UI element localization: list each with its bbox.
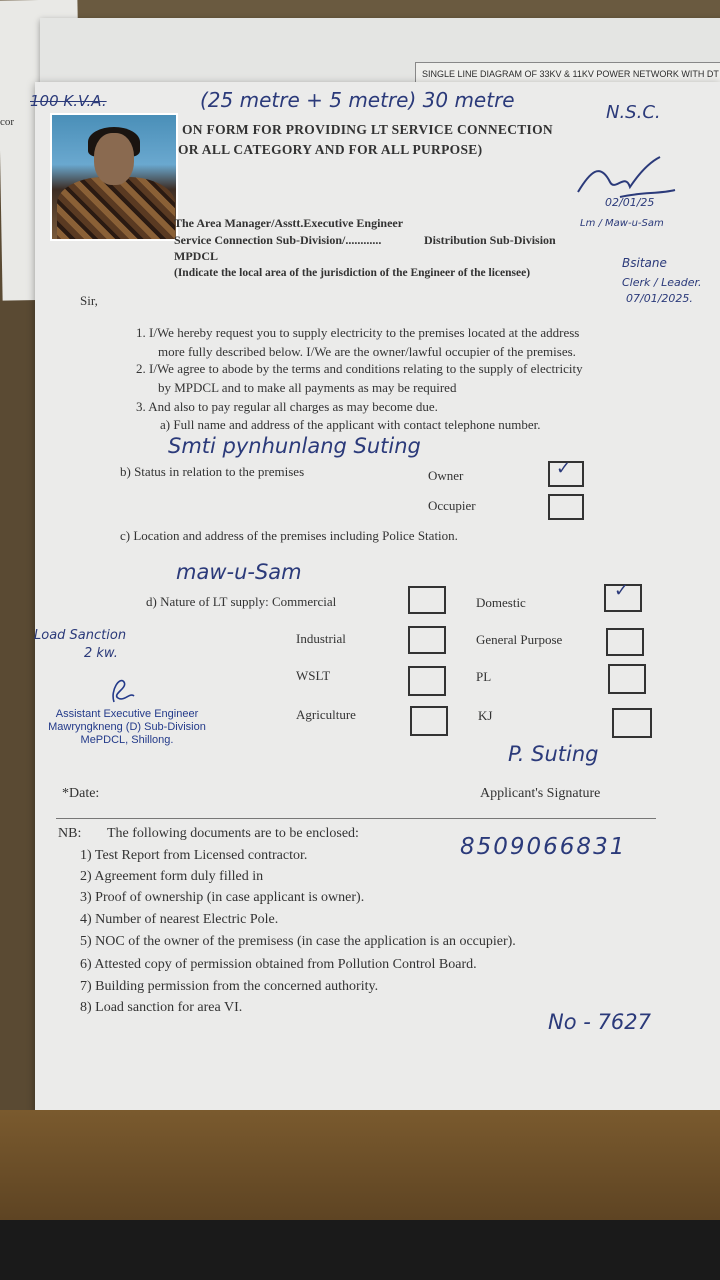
table-surface: [0, 1110, 720, 1220]
nb-item-8: 8) Load sanction for area VI.: [80, 1000, 243, 1015]
nb-item-6: 6) Attested copy of permission obtained from Pollution Control Board.: [80, 957, 477, 972]
occupier-checkbox[interactable]: [548, 494, 584, 520]
pl-checkbox[interactable]: [608, 664, 646, 694]
form-title-line1: ON FORM FOR PROVIDING LT SERVICE CONNECTION: [182, 122, 553, 137]
stamp-line3: MePDCL, Shillong.: [80, 734, 174, 746]
applicant-photo: [50, 113, 178, 241]
domestic-check-mark: ✓: [614, 580, 630, 601]
kj-checkbox[interactable]: [612, 708, 652, 738]
leader-name: Bsitane: [622, 256, 667, 270]
agriculture-label: Agriculture: [296, 707, 356, 722]
kva-note: 100 K.V.A.: [30, 92, 107, 110]
applicant-signature: P. Suting: [508, 742, 599, 766]
officer-stamp: [42, 708, 212, 747]
para1-line1: 1. I/We hereby request you to supply electricity to the premises located at the address: [136, 325, 580, 340]
stamp-line1: Assistant Executive Engineer: [55, 708, 199, 720]
para2-line2: by MPDCL and to make all payments as may be required: [158, 380, 457, 395]
file-number: No - 7627: [548, 1010, 651, 1034]
stamp-line2: Mawryngkneng (D) Sub-Division: [48, 721, 206, 733]
officer-sign-date: 02/01/25: [605, 196, 655, 209]
commercial-checkbox[interactable]: [408, 586, 446, 614]
form-title-line2: OR ALL CATEGORY AND FOR ALL PURPOSE): [178, 142, 483, 157]
agriculture-checkbox[interactable]: [410, 706, 448, 736]
industrial-checkbox[interactable]: [408, 626, 446, 654]
leader-date: 07/01/2025.: [626, 292, 693, 305]
addressee-line4: (Indicate the local area of the jurisdiction of the Engineer of the licensee): [174, 267, 531, 279]
item-b-label: b) Status in relation to the premises: [120, 464, 305, 479]
para2-line1: 2. I/We agree to abode by the terms and conditions relating to the supply of electricity: [136, 361, 583, 376]
item-d-label: d) Nature of LT supply: Commercial: [146, 594, 337, 609]
left-edge-text: cor: [0, 116, 15, 128]
nb-item-2: 2) Agreement form duly filled in: [80, 869, 264, 884]
diagram-title-strip: SINGLE LINE DIAGRAM OF 33KV & 11KV POWER NETWORK WITH DT: [415, 62, 720, 84]
nb-label: NB:: [58, 826, 82, 841]
applicant-name-field: Smti pynhunlang Suting: [168, 434, 421, 458]
stamp-signature: [100, 672, 140, 706]
industrial-label: Industrial: [296, 631, 346, 646]
kj-label: KJ: [478, 708, 493, 723]
load-sanction-note: Load Sanction: [34, 628, 127, 643]
addressee-line3: MPDCL: [174, 249, 218, 263]
owner-label: Owner: [428, 468, 464, 483]
addressee-line2a: Service Connection Sub-Division/............: [174, 233, 382, 247]
para1-line2: more fully described below. I/We are the owner/lawful occupier of the premises.: [158, 344, 576, 359]
contact-phone: 8509066831: [460, 834, 627, 860]
owner-check-mark: ✓: [556, 458, 572, 479]
location-field: maw-u-Sam: [176, 560, 302, 584]
general-purpose-checkbox[interactable]: [606, 628, 644, 656]
wslt-checkbox[interactable]: [408, 666, 446, 696]
section-divider: [56, 818, 656, 819]
nb-item-4: 4) Number of nearest Electric Pole.: [80, 912, 279, 927]
nb-intro: The following documents are to be enclosed:: [107, 826, 359, 841]
occupier-label: Occupier: [428, 498, 476, 513]
para3: 3. And also to pay regular all charges as may become due.: [136, 399, 438, 414]
general-purpose-label: General Purpose: [476, 632, 563, 647]
pl-label: PL: [476, 669, 492, 684]
addressee-line1: The Area Manager/Asstt.Executive Engineer: [174, 216, 404, 230]
item-c-label: c) Location and address of the premises including Police Station.: [120, 528, 458, 543]
floor-shadow: [0, 1220, 720, 1280]
item-a-label: a) Full name and address of the applicant with contact telephone number.: [160, 417, 541, 432]
nb-item-1: 1) Test Report from Licensed contractor.: [80, 848, 308, 863]
nb-item-5: 5) NOC of the owner of the premisess (in case the application is an occupier).: [80, 934, 516, 949]
nsc-note: N.S.C.: [606, 102, 661, 123]
date-label: *Date:: [62, 786, 100, 801]
nb-item-7: 7) Building permission from the concerned authority.: [80, 979, 379, 994]
load-sanction-value: 2 kw.: [84, 646, 118, 661]
meters-note: (25 metre + 5 metre) 30 metre: [200, 88, 515, 112]
addressee-line2b: Distribution Sub-Division: [424, 233, 556, 247]
wslt-label: WSLT: [296, 668, 331, 683]
leader-title: Clerk / Leader.: [622, 276, 702, 289]
officer-sign-place: Lm / Maw-u-Sam: [580, 218, 664, 229]
nb-item-3: 3) Proof of ownership (in case applicant is owner).: [80, 890, 365, 905]
domestic-label: Domestic: [476, 595, 526, 610]
salutation: Sir,: [80, 293, 98, 308]
signature-label: Applicant's Signature: [480, 786, 601, 801]
